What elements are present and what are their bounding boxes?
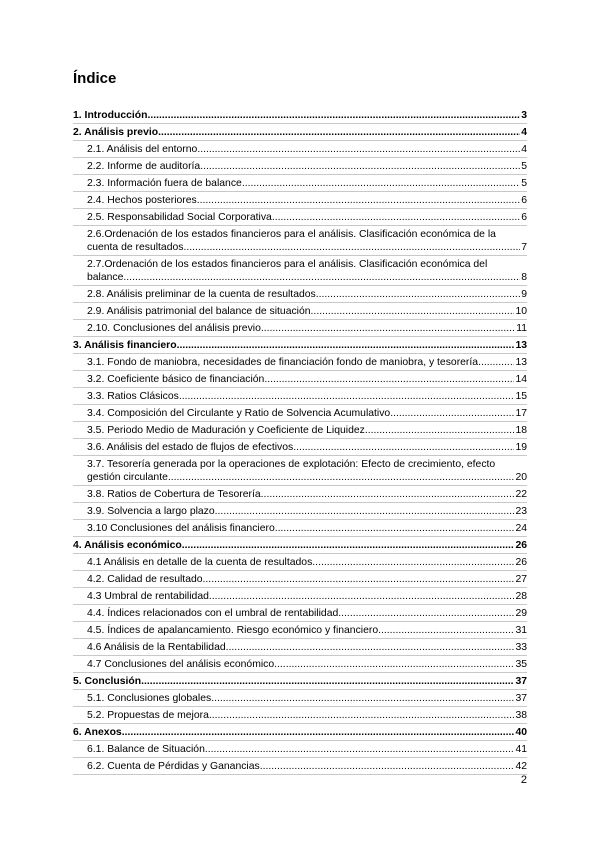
toc-leader-dots bbox=[365, 424, 515, 437]
toc-entry-page: 38 bbox=[515, 709, 527, 721]
toc-leader-dots bbox=[311, 305, 515, 318]
toc-entry-page: 8 bbox=[521, 271, 527, 283]
toc-entry-label: 4.7 Conclusiones del análisis económico bbox=[87, 658, 275, 670]
toc-entry-page: 35 bbox=[515, 658, 527, 670]
toc-entry-label: 2.10. Conclusiones del análisis previo bbox=[87, 322, 261, 334]
toc-subsection-entry[interactable] bbox=[73, 707, 527, 724]
toc-entry-label: 6. Anexos bbox=[73, 726, 122, 738]
toc-entry-label-line: 2.6.Ordenación de los estados financieros para el análisis. Clasificación económica de la bbox=[87, 228, 496, 240]
toc-subsection-entry[interactable] bbox=[73, 656, 527, 673]
toc-leader-dots bbox=[211, 692, 514, 705]
toc-entry-page: 23 bbox=[515, 505, 527, 517]
toc-entry-label: 4.5. Índices de apalancamiento. Riesgo económico y financiero bbox=[87, 624, 379, 636]
toc-entry-page: 26 bbox=[515, 539, 527, 551]
toc-entry-page: 10 bbox=[515, 305, 527, 317]
toc-subsection-entry[interactable] bbox=[73, 422, 527, 439]
toc-entry-label: 2.8. Análisis preliminar de la cuenta de resultados bbox=[87, 288, 316, 300]
toc-leader-dots bbox=[261, 322, 515, 335]
toc-subsection-entry[interactable] bbox=[73, 286, 527, 303]
toc-leader-dots bbox=[185, 539, 515, 552]
page-number: 2 bbox=[520, 774, 527, 786]
toc-leader-dots bbox=[478, 356, 514, 369]
toc-entry-page: 13 bbox=[515, 356, 527, 368]
toc-entry-page: 37 bbox=[515, 692, 527, 704]
toc-subsection-entry[interactable] bbox=[73, 503, 527, 520]
toc-entry-label: 3.10 Conclusiones del análisis financiero bbox=[87, 522, 275, 534]
toc-entry-label: 3.3. Ratios Clásicos bbox=[87, 390, 179, 402]
toc-subsection-entry[interactable] bbox=[73, 758, 527, 775]
toc-leader-dots bbox=[275, 522, 515, 535]
toc-entry-label: 2.9. Análisis patrimonial del balance de situación bbox=[87, 305, 311, 317]
toc-entry-page: 13 bbox=[515, 339, 527, 351]
toc-section-entry[interactable] bbox=[73, 673, 527, 690]
toc-leader-dots bbox=[122, 726, 515, 739]
toc-leader-dots bbox=[197, 143, 520, 156]
toc-entry-page: 4 bbox=[521, 126, 527, 138]
toc-entry-label: 3.1. Fondo de maniobra, necesidades de financiación fondo de maniobra, y tesorería bbox=[87, 356, 479, 368]
toc-leader-dots bbox=[177, 339, 515, 352]
toc-section-entry[interactable] bbox=[73, 724, 527, 741]
toc-leader-dots bbox=[197, 194, 520, 207]
toc-subsection-entry[interactable] bbox=[73, 141, 527, 158]
toc-entry-label: 4.3 Umbral de rentabilidad bbox=[87, 590, 209, 602]
toc-entry-page: 29 bbox=[515, 607, 527, 619]
toc-entry-label: 2.4. Hechos posteriores bbox=[87, 194, 197, 206]
toc-leader-dots bbox=[141, 675, 514, 688]
toc-entry-label: 4.4. Índices relacionados con el umbral de rentabilidad bbox=[87, 607, 339, 619]
toc-leader-dots bbox=[264, 373, 514, 386]
toc-subsection-entry[interactable] bbox=[73, 320, 527, 337]
toc-leader-dots bbox=[209, 590, 515, 603]
toc-entry-page: 14 bbox=[515, 373, 527, 385]
toc-entry-page: 5 bbox=[521, 177, 527, 189]
toc-entry-label: 2.2. Informe de auditoría bbox=[87, 160, 201, 172]
toc-entry-label: 1. Introducción bbox=[73, 109, 148, 121]
toc-entry-page: 4 bbox=[521, 143, 527, 155]
toc-subsection-entry[interactable] bbox=[73, 226, 527, 256]
toc-subsection-entry[interactable] bbox=[73, 622, 527, 639]
toc-subsection-entry[interactable] bbox=[73, 405, 527, 422]
toc-section-entry[interactable] bbox=[73, 124, 527, 141]
toc-entry-page: 33 bbox=[515, 641, 527, 653]
toc-subsection-entry[interactable] bbox=[73, 439, 527, 456]
toc-entry-label: 3.9. Solvencia a largo plazo bbox=[87, 505, 215, 517]
toc-entry-page: 11 bbox=[516, 322, 527, 334]
toc-leader-dots bbox=[316, 288, 520, 301]
toc-entry-label: 4. Análisis económico. bbox=[73, 539, 185, 551]
toc-entry-page: 20 bbox=[515, 471, 527, 483]
toc-leader-dots bbox=[274, 658, 514, 671]
toc-subsection-entry[interactable] bbox=[73, 690, 527, 707]
toc-entry-label: 3.6. Análisis del estado de flujos de efectivos bbox=[87, 441, 294, 453]
toc-entry-label: 4.2. Calidad de resultado bbox=[87, 573, 203, 585]
page-title: Índice bbox=[73, 70, 117, 87]
toc-leader-dots bbox=[378, 624, 514, 637]
toc-subsection-entry[interactable] bbox=[73, 639, 527, 656]
toc-subsection-entry[interactable] bbox=[73, 303, 527, 320]
toc-leader-dots bbox=[226, 641, 515, 654]
toc-section-entry[interactable] bbox=[73, 537, 527, 554]
toc-entry-page: 26 bbox=[515, 556, 527, 568]
toc-subsection-entry[interactable] bbox=[73, 605, 527, 622]
toc-leader-dots bbox=[123, 271, 520, 284]
toc-leader-dots bbox=[390, 407, 514, 420]
toc-entry-page: 31 bbox=[515, 624, 527, 636]
toc-subsection-entry[interactable] bbox=[73, 256, 527, 286]
toc-entry-page: 7 bbox=[521, 241, 527, 253]
toc-entry-label: 2.5. Responsabilidad Social Corporativa bbox=[87, 211, 272, 223]
toc-subsection-entry[interactable] bbox=[73, 456, 527, 486]
toc-leader-dots bbox=[272, 211, 520, 224]
toc-entry-page: 22 bbox=[515, 488, 527, 500]
toc-leader-dots bbox=[312, 556, 514, 569]
toc-entry-page: 41 bbox=[515, 743, 527, 755]
toc-subsection-entry[interactable] bbox=[73, 371, 527, 388]
toc-entry-label: gestión circulante bbox=[87, 471, 168, 483]
toc-leader-dots bbox=[161, 126, 520, 139]
toc-section-entry[interactable] bbox=[73, 107, 527, 124]
toc-leader-dots bbox=[200, 160, 520, 173]
toc-leader-dots bbox=[338, 607, 514, 620]
toc-entry-label: cuenta de resultados bbox=[87, 241, 184, 253]
toc-subsection-entry[interactable] bbox=[73, 554, 527, 571]
toc-subsection-entry[interactable] bbox=[73, 571, 527, 588]
toc-leader-dots bbox=[179, 390, 515, 403]
toc-entry-label: 3.4. Composición del Circulante y Ratio de Solvencia Acumulativo bbox=[87, 407, 391, 419]
toc-entry-page: 15 bbox=[515, 390, 527, 402]
toc-subsection-entry[interactable] bbox=[73, 741, 527, 758]
toc-entry-page: 18 bbox=[515, 424, 527, 436]
toc-subsection-entry[interactable] bbox=[73, 588, 527, 605]
toc-entry-page: 37 bbox=[515, 675, 527, 687]
toc-entry-label: 6.2. Cuenta de Pérdidas y Ganancias bbox=[87, 760, 260, 772]
toc-entry-page: 5 bbox=[521, 160, 527, 172]
toc-subsection-entry[interactable] bbox=[73, 158, 527, 175]
toc-section-entry[interactable] bbox=[73, 337, 527, 354]
toc-entry-label: 5.2. Propuestas de mejora bbox=[87, 709, 209, 721]
toc-entry-label: balance bbox=[87, 271, 124, 283]
toc-entry-label: 2.1. Análisis del entorno bbox=[87, 143, 198, 155]
toc-entry-page: 9 bbox=[521, 288, 527, 300]
toc-subsection-entry[interactable] bbox=[73, 354, 527, 371]
toc-entry-page: 27 bbox=[515, 573, 527, 585]
toc-leader-dots bbox=[168, 471, 515, 484]
toc-entry-label-line: 2.7.Ordenación de los estados financieros para el análisis. Clasificación económica del bbox=[87, 258, 488, 270]
toc-entry-label-line: 3.7. Tesorería generada por la operaciones de explotación: Efecto de crecimiento, efecto bbox=[87, 458, 496, 470]
toc-leader-dots bbox=[203, 573, 515, 586]
toc-leader-dots bbox=[293, 441, 514, 454]
toc-entry-label: 3. Análisis financiero bbox=[73, 339, 177, 351]
toc-entry-page: 3 bbox=[521, 109, 527, 121]
toc-subsection-entry[interactable] bbox=[73, 520, 527, 537]
toc-entry-page: 17 bbox=[515, 407, 527, 419]
toc-entry-label: 2.3. Información fuera de balance bbox=[87, 177, 242, 189]
toc-entry-page: 40 bbox=[515, 726, 527, 738]
toc-leader-dots bbox=[205, 743, 515, 756]
toc-entry-label: 3.2. Coeficiente básico de financiación bbox=[87, 373, 265, 385]
toc-leader-dots bbox=[260, 760, 515, 773]
toc-entry-label: 5.1. Conclusiones globales bbox=[87, 692, 212, 704]
toc-entry-label: 3.5. Periodo Medio de Maduración y Coeficiente de Liquidez bbox=[87, 424, 365, 436]
toc-entry-label: 5. Conclusión bbox=[73, 675, 142, 687]
toc-leader-dots bbox=[209, 709, 515, 722]
toc-entry-page: 6 bbox=[521, 194, 527, 206]
toc-entry-page: 24 bbox=[515, 522, 527, 534]
toc-entry-label: 4.1 Análisis en detalle de la cuenta de resultados bbox=[87, 556, 313, 568]
toc-leader-dots bbox=[242, 177, 520, 190]
toc-entry-page: 42 bbox=[515, 760, 527, 772]
toc-subsection-entry[interactable] bbox=[73, 209, 527, 226]
toc-entry-label: 6.1. Balance de Situación bbox=[87, 743, 205, 755]
toc-leader-dots bbox=[215, 505, 515, 518]
toc-entry-page: 6 bbox=[521, 211, 527, 223]
toc-subsection-entry[interactable] bbox=[73, 388, 527, 405]
toc-subsection-entry[interactable] bbox=[73, 175, 527, 192]
toc-entry-page: 19 bbox=[515, 441, 527, 453]
toc-entry-label: 4.6 Análisis de la Rentabilidad bbox=[87, 641, 226, 653]
toc-leader-dots bbox=[183, 241, 520, 254]
toc-subsection-entry[interactable] bbox=[73, 192, 527, 209]
toc-leader-dots bbox=[147, 109, 520, 122]
toc-leader-dots bbox=[261, 488, 515, 501]
toc-entry-label: 2. Análisis previo. bbox=[73, 126, 161, 138]
toc-entry-label: 3.8. Ratios de Cobertura de Tesorería bbox=[87, 488, 261, 500]
toc-entry-page: 28 bbox=[515, 590, 527, 602]
table-of-contents bbox=[73, 107, 527, 775]
toc-subsection-entry[interactable] bbox=[73, 486, 527, 503]
